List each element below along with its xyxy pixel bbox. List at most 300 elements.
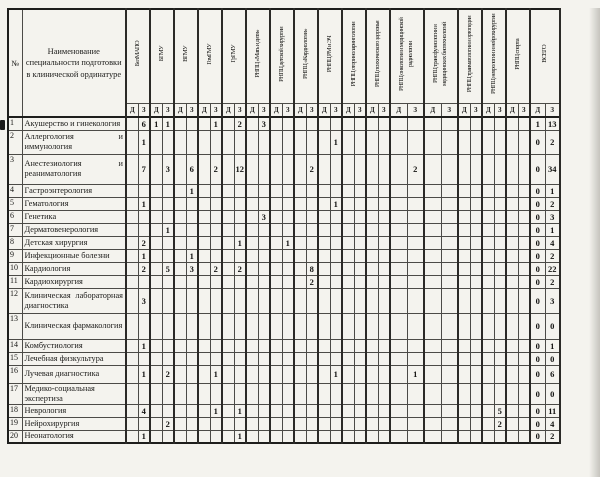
data-cell xyxy=(198,365,210,383)
data-cell: 3 xyxy=(545,210,560,223)
data-cell xyxy=(407,130,424,154)
data-cell xyxy=(441,352,458,365)
data-cell xyxy=(318,249,330,262)
data-cell: 13 xyxy=(545,117,560,130)
data-cell xyxy=(294,383,306,404)
data-cell xyxy=(318,130,330,154)
data-cell xyxy=(294,184,306,197)
data-cell xyxy=(366,352,378,365)
data-cell xyxy=(162,383,174,404)
data-cell xyxy=(407,210,424,223)
data-cell xyxy=(441,197,458,210)
data-cell xyxy=(407,404,424,417)
data-cell xyxy=(407,262,424,275)
data-cell xyxy=(366,117,378,130)
data-cell: 1 xyxy=(234,404,246,417)
data-cell xyxy=(234,365,246,383)
data-cell xyxy=(378,236,390,249)
data-cell xyxy=(210,223,222,236)
data-cell xyxy=(186,210,198,223)
data-cell xyxy=(246,417,258,430)
form-header-d: Д xyxy=(530,104,545,118)
data-cell: 6 xyxy=(186,154,198,184)
data-cell xyxy=(470,352,482,365)
data-cell xyxy=(138,313,150,339)
data-cell xyxy=(390,417,407,430)
data-cell xyxy=(234,288,246,313)
data-cell xyxy=(506,117,518,130)
data-cell xyxy=(174,430,186,443)
table-row xyxy=(8,197,560,210)
data-cell xyxy=(458,210,470,223)
data-cell xyxy=(234,313,246,339)
data-cell xyxy=(186,430,198,443)
data-cell xyxy=(378,275,390,288)
table-row xyxy=(8,130,560,154)
data-cell xyxy=(342,236,354,249)
data-cell xyxy=(270,236,282,249)
data-cell xyxy=(162,339,174,352)
data-cell: 6 xyxy=(545,365,560,383)
data-cell xyxy=(282,365,294,383)
data-cell xyxy=(246,154,258,184)
data-cell xyxy=(246,262,258,275)
data-cell xyxy=(258,404,270,417)
data-cell xyxy=(378,430,390,443)
data-cell xyxy=(390,130,407,154)
data-cell xyxy=(506,404,518,417)
data-cell xyxy=(441,404,458,417)
row-number: 5 xyxy=(8,197,22,210)
data-cell xyxy=(330,184,342,197)
data-cell xyxy=(354,210,366,223)
data-cell xyxy=(518,352,530,365)
data-cell xyxy=(270,262,282,275)
data-cell xyxy=(186,404,198,417)
specialty-name: Кардиология xyxy=(22,262,126,275)
data-cell xyxy=(198,383,210,404)
data-cell xyxy=(470,339,482,352)
data-cell xyxy=(222,210,234,223)
specialty-name: Комбустиология xyxy=(22,339,126,352)
data-cell xyxy=(126,210,138,223)
data-cell: 0 xyxy=(530,365,545,383)
institution-label: РНПЦ онкологии и медицинской радиологии xyxy=(398,17,414,91)
data-cell xyxy=(330,339,342,352)
data-cell xyxy=(258,365,270,383)
data-cell xyxy=(126,154,138,184)
data-cell xyxy=(222,130,234,154)
data-cell xyxy=(506,210,518,223)
table-row xyxy=(8,275,560,288)
data-cell xyxy=(494,352,506,365)
row-number: 12 xyxy=(8,288,22,313)
data-cell xyxy=(198,197,210,210)
data-cell: 1 xyxy=(210,404,222,417)
data-cell xyxy=(258,430,270,443)
data-cell xyxy=(366,210,378,223)
specialty-name: Клиническая фармакология xyxy=(22,313,126,339)
data-cell xyxy=(318,339,330,352)
data-cell: 1 xyxy=(210,117,222,130)
data-cell xyxy=(482,249,494,262)
data-cell xyxy=(366,313,378,339)
data-cell xyxy=(390,275,407,288)
data-cell xyxy=(198,130,210,154)
data-cell xyxy=(222,339,234,352)
data-cell xyxy=(126,262,138,275)
data-cell: 4 xyxy=(545,417,560,430)
data-cell xyxy=(210,275,222,288)
data-cell xyxy=(222,417,234,430)
data-cell: 1 xyxy=(186,249,198,262)
data-cell xyxy=(246,275,258,288)
data-cell xyxy=(482,275,494,288)
data-cell xyxy=(482,197,494,210)
table-row xyxy=(8,210,560,223)
data-cell xyxy=(186,352,198,365)
data-cell xyxy=(306,249,318,262)
data-cell xyxy=(318,154,330,184)
data-cell xyxy=(354,383,366,404)
data-cell xyxy=(126,404,138,417)
table-row xyxy=(8,262,560,275)
data-cell xyxy=(390,404,407,417)
data-cell xyxy=(126,117,138,130)
data-cell xyxy=(378,262,390,275)
table-row xyxy=(8,249,560,262)
data-cell xyxy=(424,339,441,352)
data-cell xyxy=(270,288,282,313)
data-cell xyxy=(186,313,198,339)
data-cell: 0 xyxy=(545,352,560,365)
data-cell: 0 xyxy=(530,184,545,197)
data-cell xyxy=(494,184,506,197)
data-cell xyxy=(424,365,441,383)
data-cell xyxy=(407,313,424,339)
data-cell xyxy=(198,249,210,262)
data-cell xyxy=(482,339,494,352)
institution-header xyxy=(342,9,366,104)
data-cell xyxy=(378,197,390,210)
data-cell xyxy=(330,288,342,313)
data-cell xyxy=(424,223,441,236)
data-cell xyxy=(482,313,494,339)
data-cell xyxy=(186,275,198,288)
data-cell xyxy=(494,210,506,223)
data-cell xyxy=(234,184,246,197)
data-cell xyxy=(294,197,306,210)
data-cell xyxy=(458,249,470,262)
data-cell xyxy=(270,313,282,339)
data-cell xyxy=(126,313,138,339)
form-header-d: Д xyxy=(318,104,330,118)
data-cell xyxy=(162,236,174,249)
form-header-z: З xyxy=(306,104,318,118)
data-cell xyxy=(282,313,294,339)
data-cell xyxy=(126,417,138,430)
data-cell xyxy=(174,288,186,313)
data-cell xyxy=(458,339,470,352)
data-cell xyxy=(234,249,246,262)
data-cell xyxy=(150,313,162,339)
data-cell xyxy=(294,275,306,288)
data-cell xyxy=(270,339,282,352)
number-header: № xyxy=(8,9,22,117)
specialty-name: Нейрохирургия xyxy=(22,417,126,430)
data-cell xyxy=(150,154,162,184)
data-cell xyxy=(441,262,458,275)
data-cell: 0 xyxy=(530,352,545,365)
data-cell: 1 xyxy=(545,223,560,236)
data-cell: 0 xyxy=(530,154,545,184)
row-number: 18 xyxy=(8,404,22,417)
data-cell: 0 xyxy=(530,383,545,404)
data-cell xyxy=(138,184,150,197)
specialty-name: Аллергология и иммунология xyxy=(22,130,126,154)
data-cell xyxy=(294,210,306,223)
data-cell xyxy=(294,223,306,236)
data-cell xyxy=(186,117,198,130)
institution-label: РНПЦ «Кардиология» xyxy=(301,29,309,79)
data-cell xyxy=(378,288,390,313)
data-cell xyxy=(470,197,482,210)
data-cell xyxy=(494,130,506,154)
specialty-name: Медико-социальная экспертиза xyxy=(22,383,126,404)
data-cell xyxy=(390,383,407,404)
data-cell xyxy=(354,184,366,197)
data-cell xyxy=(126,130,138,154)
data-cell xyxy=(222,236,234,249)
data-cell xyxy=(282,210,294,223)
data-cell xyxy=(470,313,482,339)
data-cell xyxy=(506,313,518,339)
data-cell xyxy=(390,352,407,365)
institution-header xyxy=(126,9,150,104)
data-cell xyxy=(366,365,378,383)
institution-label: БелМАПО xyxy=(133,41,141,67)
data-cell: 6 xyxy=(138,117,150,130)
data-cell xyxy=(210,236,222,249)
data-cell xyxy=(210,249,222,262)
data-cell xyxy=(246,117,258,130)
data-cell xyxy=(246,236,258,249)
data-cell xyxy=(174,184,186,197)
data-cell xyxy=(294,130,306,154)
data-cell xyxy=(458,288,470,313)
data-cell xyxy=(366,417,378,430)
institution-label: РНПЦ детской хирургии xyxy=(277,26,285,82)
data-cell xyxy=(222,430,234,443)
data-cell xyxy=(174,339,186,352)
data-cell xyxy=(366,236,378,249)
data-cell xyxy=(306,417,318,430)
data-cell xyxy=(174,262,186,275)
data-cell xyxy=(246,130,258,154)
data-cell xyxy=(258,184,270,197)
data-cell xyxy=(294,249,306,262)
data-cell xyxy=(424,249,441,262)
institution-header xyxy=(318,9,342,104)
data-cell xyxy=(294,288,306,313)
row-number: 3 xyxy=(8,154,22,184)
data-cell xyxy=(441,223,458,236)
data-cell xyxy=(342,352,354,365)
form-header-z: З xyxy=(210,104,222,118)
data-cell xyxy=(354,275,366,288)
data-cell xyxy=(378,313,390,339)
table-row xyxy=(8,154,560,184)
data-cell xyxy=(186,236,198,249)
data-cell: 3 xyxy=(186,262,198,275)
data-cell: 1 xyxy=(234,236,246,249)
data-cell xyxy=(162,249,174,262)
data-cell xyxy=(306,339,318,352)
data-cell: 1 xyxy=(138,249,150,262)
data-cell xyxy=(126,184,138,197)
data-cell xyxy=(407,352,424,365)
data-cell xyxy=(150,275,162,288)
data-cell: 1 xyxy=(330,365,342,383)
data-cell xyxy=(234,210,246,223)
data-cell xyxy=(366,184,378,197)
data-cell xyxy=(318,117,330,130)
data-cell xyxy=(441,210,458,223)
institution-header xyxy=(222,9,246,104)
data-cell: 2 xyxy=(306,154,318,184)
data-cell xyxy=(318,184,330,197)
row-number: 2 xyxy=(8,130,22,154)
data-cell: 2 xyxy=(210,262,222,275)
data-cell xyxy=(390,313,407,339)
row-number: 19 xyxy=(8,417,22,430)
data-cell xyxy=(407,430,424,443)
data-cell xyxy=(390,249,407,262)
specialty-name: Неврология xyxy=(22,404,126,417)
data-cell xyxy=(470,223,482,236)
data-cell xyxy=(198,288,210,313)
table-row xyxy=(8,117,560,130)
table-row xyxy=(8,184,560,197)
institution-header xyxy=(424,9,458,104)
data-cell xyxy=(506,352,518,365)
data-cell xyxy=(222,313,234,339)
data-cell xyxy=(518,249,530,262)
data-cell xyxy=(198,404,210,417)
data-cell xyxy=(282,339,294,352)
data-cell xyxy=(354,236,366,249)
specialty-name: Неонатология xyxy=(22,430,126,443)
data-cell xyxy=(282,249,294,262)
data-cell xyxy=(506,130,518,154)
form-header-z: З xyxy=(378,104,390,118)
institution-header xyxy=(270,9,294,104)
data-cell xyxy=(150,404,162,417)
data-cell xyxy=(441,117,458,130)
data-cell xyxy=(441,365,458,383)
data-cell xyxy=(518,262,530,275)
data-cell xyxy=(366,249,378,262)
data-cell xyxy=(126,249,138,262)
data-cell xyxy=(306,236,318,249)
data-cell xyxy=(330,117,342,130)
data-cell xyxy=(246,197,258,210)
data-cell xyxy=(424,184,441,197)
data-cell xyxy=(407,197,424,210)
data-cell xyxy=(258,236,270,249)
data-cell: 0 xyxy=(530,130,545,154)
data-cell xyxy=(354,223,366,236)
institution-header xyxy=(198,9,222,104)
data-cell xyxy=(258,275,270,288)
data-cell: 8 xyxy=(306,262,318,275)
data-cell: 0 xyxy=(530,404,545,417)
data-cell xyxy=(174,383,186,404)
data-cell xyxy=(294,339,306,352)
data-cell xyxy=(482,210,494,223)
data-cell xyxy=(518,184,530,197)
data-cell xyxy=(506,184,518,197)
data-cell xyxy=(407,339,424,352)
data-cell xyxy=(246,339,258,352)
data-cell: 12 xyxy=(234,154,246,184)
data-cell xyxy=(306,383,318,404)
data-cell: 0 xyxy=(530,339,545,352)
table-row xyxy=(8,383,560,404)
data-cell xyxy=(342,223,354,236)
data-cell xyxy=(282,275,294,288)
data-cell xyxy=(470,236,482,249)
data-cell xyxy=(282,417,294,430)
institution-header xyxy=(366,9,390,104)
data-cell xyxy=(482,184,494,197)
data-cell xyxy=(210,430,222,443)
data-cell xyxy=(378,130,390,154)
data-cell xyxy=(424,117,441,130)
data-cell: 1 xyxy=(138,365,150,383)
data-cell: 22 xyxy=(545,262,560,275)
data-cell xyxy=(378,339,390,352)
specialty-name: Клиническая лабораторная диагностика xyxy=(22,288,126,313)
data-cell xyxy=(126,236,138,249)
table-row xyxy=(8,339,560,352)
data-cell xyxy=(518,339,530,352)
data-cell xyxy=(390,430,407,443)
data-cell xyxy=(458,352,470,365)
form-header-z: З xyxy=(234,104,246,118)
data-cell xyxy=(518,365,530,383)
data-cell xyxy=(198,275,210,288)
form-header-z: З xyxy=(545,104,560,118)
data-cell xyxy=(258,130,270,154)
data-cell xyxy=(458,365,470,383)
form-header-d: Д xyxy=(424,104,441,118)
data-cell xyxy=(126,288,138,313)
data-cell xyxy=(494,383,506,404)
data-cell xyxy=(234,352,246,365)
data-cell xyxy=(198,117,210,130)
data-cell xyxy=(378,154,390,184)
data-cell xyxy=(390,197,407,210)
data-cell xyxy=(198,184,210,197)
data-cell xyxy=(458,184,470,197)
data-cell: 0 xyxy=(530,236,545,249)
data-cell xyxy=(282,117,294,130)
data-cell: 5 xyxy=(162,262,174,275)
data-cell xyxy=(494,117,506,130)
data-cell xyxy=(306,197,318,210)
data-cell xyxy=(518,404,530,417)
